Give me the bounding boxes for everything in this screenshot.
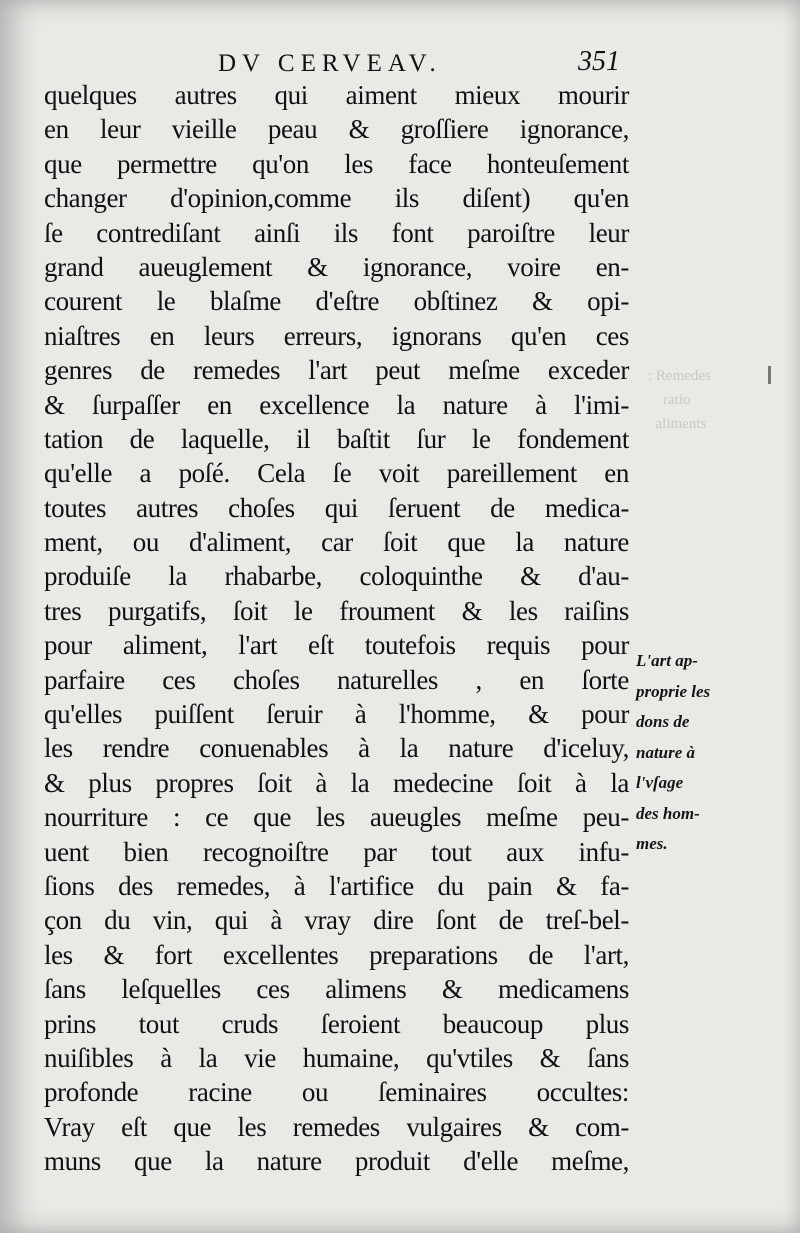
- text-line: changer d'opinion,comme ils diſent) qu'en: [44, 183, 629, 214]
- text-line: en leur vieille peau & groſſiere ignorance,: [44, 114, 629, 145]
- text-line: grand aueuglement & ignorance, voire en-: [44, 251, 629, 282]
- text-line: prins tout cruds ſeroient beaucoup plus: [44, 1008, 629, 1039]
- text-line: produiſe la rhabarbe, coloquinthe & d'au-: [44, 561, 629, 592]
- text-line: Vray eſt que les remedes vulgaires & com-: [44, 1111, 629, 1142]
- text-line: ſe contrediſant ainſi ils font paroiſtre leur: [44, 217, 629, 248]
- text-line: genres de remedes l'art peut meſme exceder: [44, 355, 629, 386]
- text-line: nuiſibles à la vie humaine, qu'vtiles & ſans: [44, 1042, 629, 1073]
- text-line: toutes autres choſes qui ſeruent de medica-: [44, 492, 629, 523]
- running-head: DV CERVEAV.: [218, 50, 442, 77]
- text-line: les rendre conuenables à la nature d'iceluy,: [44, 733, 629, 764]
- text-line: & plus propres ſoit à la medecine ſoit à la: [44, 767, 629, 798]
- text-line: qu'elle a poſé. Cela ſe voit pareillement en: [44, 458, 629, 489]
- margin-note-line: nature à: [636, 742, 696, 762]
- text-line: tres purgatifs, ſoit le froument & les raiſins: [44, 595, 629, 626]
- text-line: çon du vin, qui à vray dire ſont de treſ-bel-: [44, 905, 629, 936]
- margin-note-line: l'vſage: [636, 773, 684, 792]
- text-line: que permettre qu'on les face honteuſement: [44, 148, 629, 179]
- text-line: ſions des remedes, à l'artifice du pain & fa-: [44, 870, 629, 901]
- text-line: muns que la nature produit d'elle meſme,: [44, 1146, 629, 1177]
- margin-note-line: mes.: [636, 834, 668, 853]
- text-line: courent le blaſme d'eſtre obſtinez & opi-: [44, 286, 629, 317]
- text-line: pour aliment, l'art eſt toutefois requis pour: [44, 630, 629, 661]
- text-line: & ſurpaſſer en excellence la nature à l'imi-: [44, 389, 629, 420]
- text-line: les & fort excellentes preparations de l'art,: [44, 939, 629, 970]
- show-through-text: : Remedes ratio aliments: [648, 368, 711, 432]
- margin-note: [636, 646, 766, 860]
- margin-note-line: des hom-: [636, 803, 700, 823]
- text-line: profonde racine ou ſeminaires occultes:: [44, 1077, 629, 1108]
- margin-note-line: L'art ap-: [636, 651, 698, 670]
- text-line: nourriture : ce que les aueugles meſme peu-: [44, 802, 629, 833]
- text-line: uent bien recognoiſtre par tout aux infu-: [44, 836, 629, 867]
- text-line: parfaire ces choſes naturelles , en ſorte: [44, 664, 629, 695]
- text-line: tation de laquelle, il baſtit ſur le fondement: [44, 423, 629, 454]
- page-number: 351: [578, 46, 620, 77]
- text-line: quelques autres qui aiment mieux mourir: [44, 80, 629, 110]
- text-line: qu'elles puiſſent ſeruir à l'homme, & pour: [44, 699, 629, 730]
- text-line: ſans leſquelles ces alimens & medicamens: [44, 974, 629, 1005]
- margin-note-line: dons de: [636, 712, 690, 731]
- main-text-block: [44, 78, 629, 1179]
- text-line: niaſtres en leurs erreurs, ignorans qu'en ces: [44, 320, 629, 351]
- margin-note-line: proprie les: [636, 681, 711, 701]
- text-line: ment, ou d'aliment, car ſoit que la nature: [44, 527, 629, 558]
- margin-mark: [768, 366, 771, 384]
